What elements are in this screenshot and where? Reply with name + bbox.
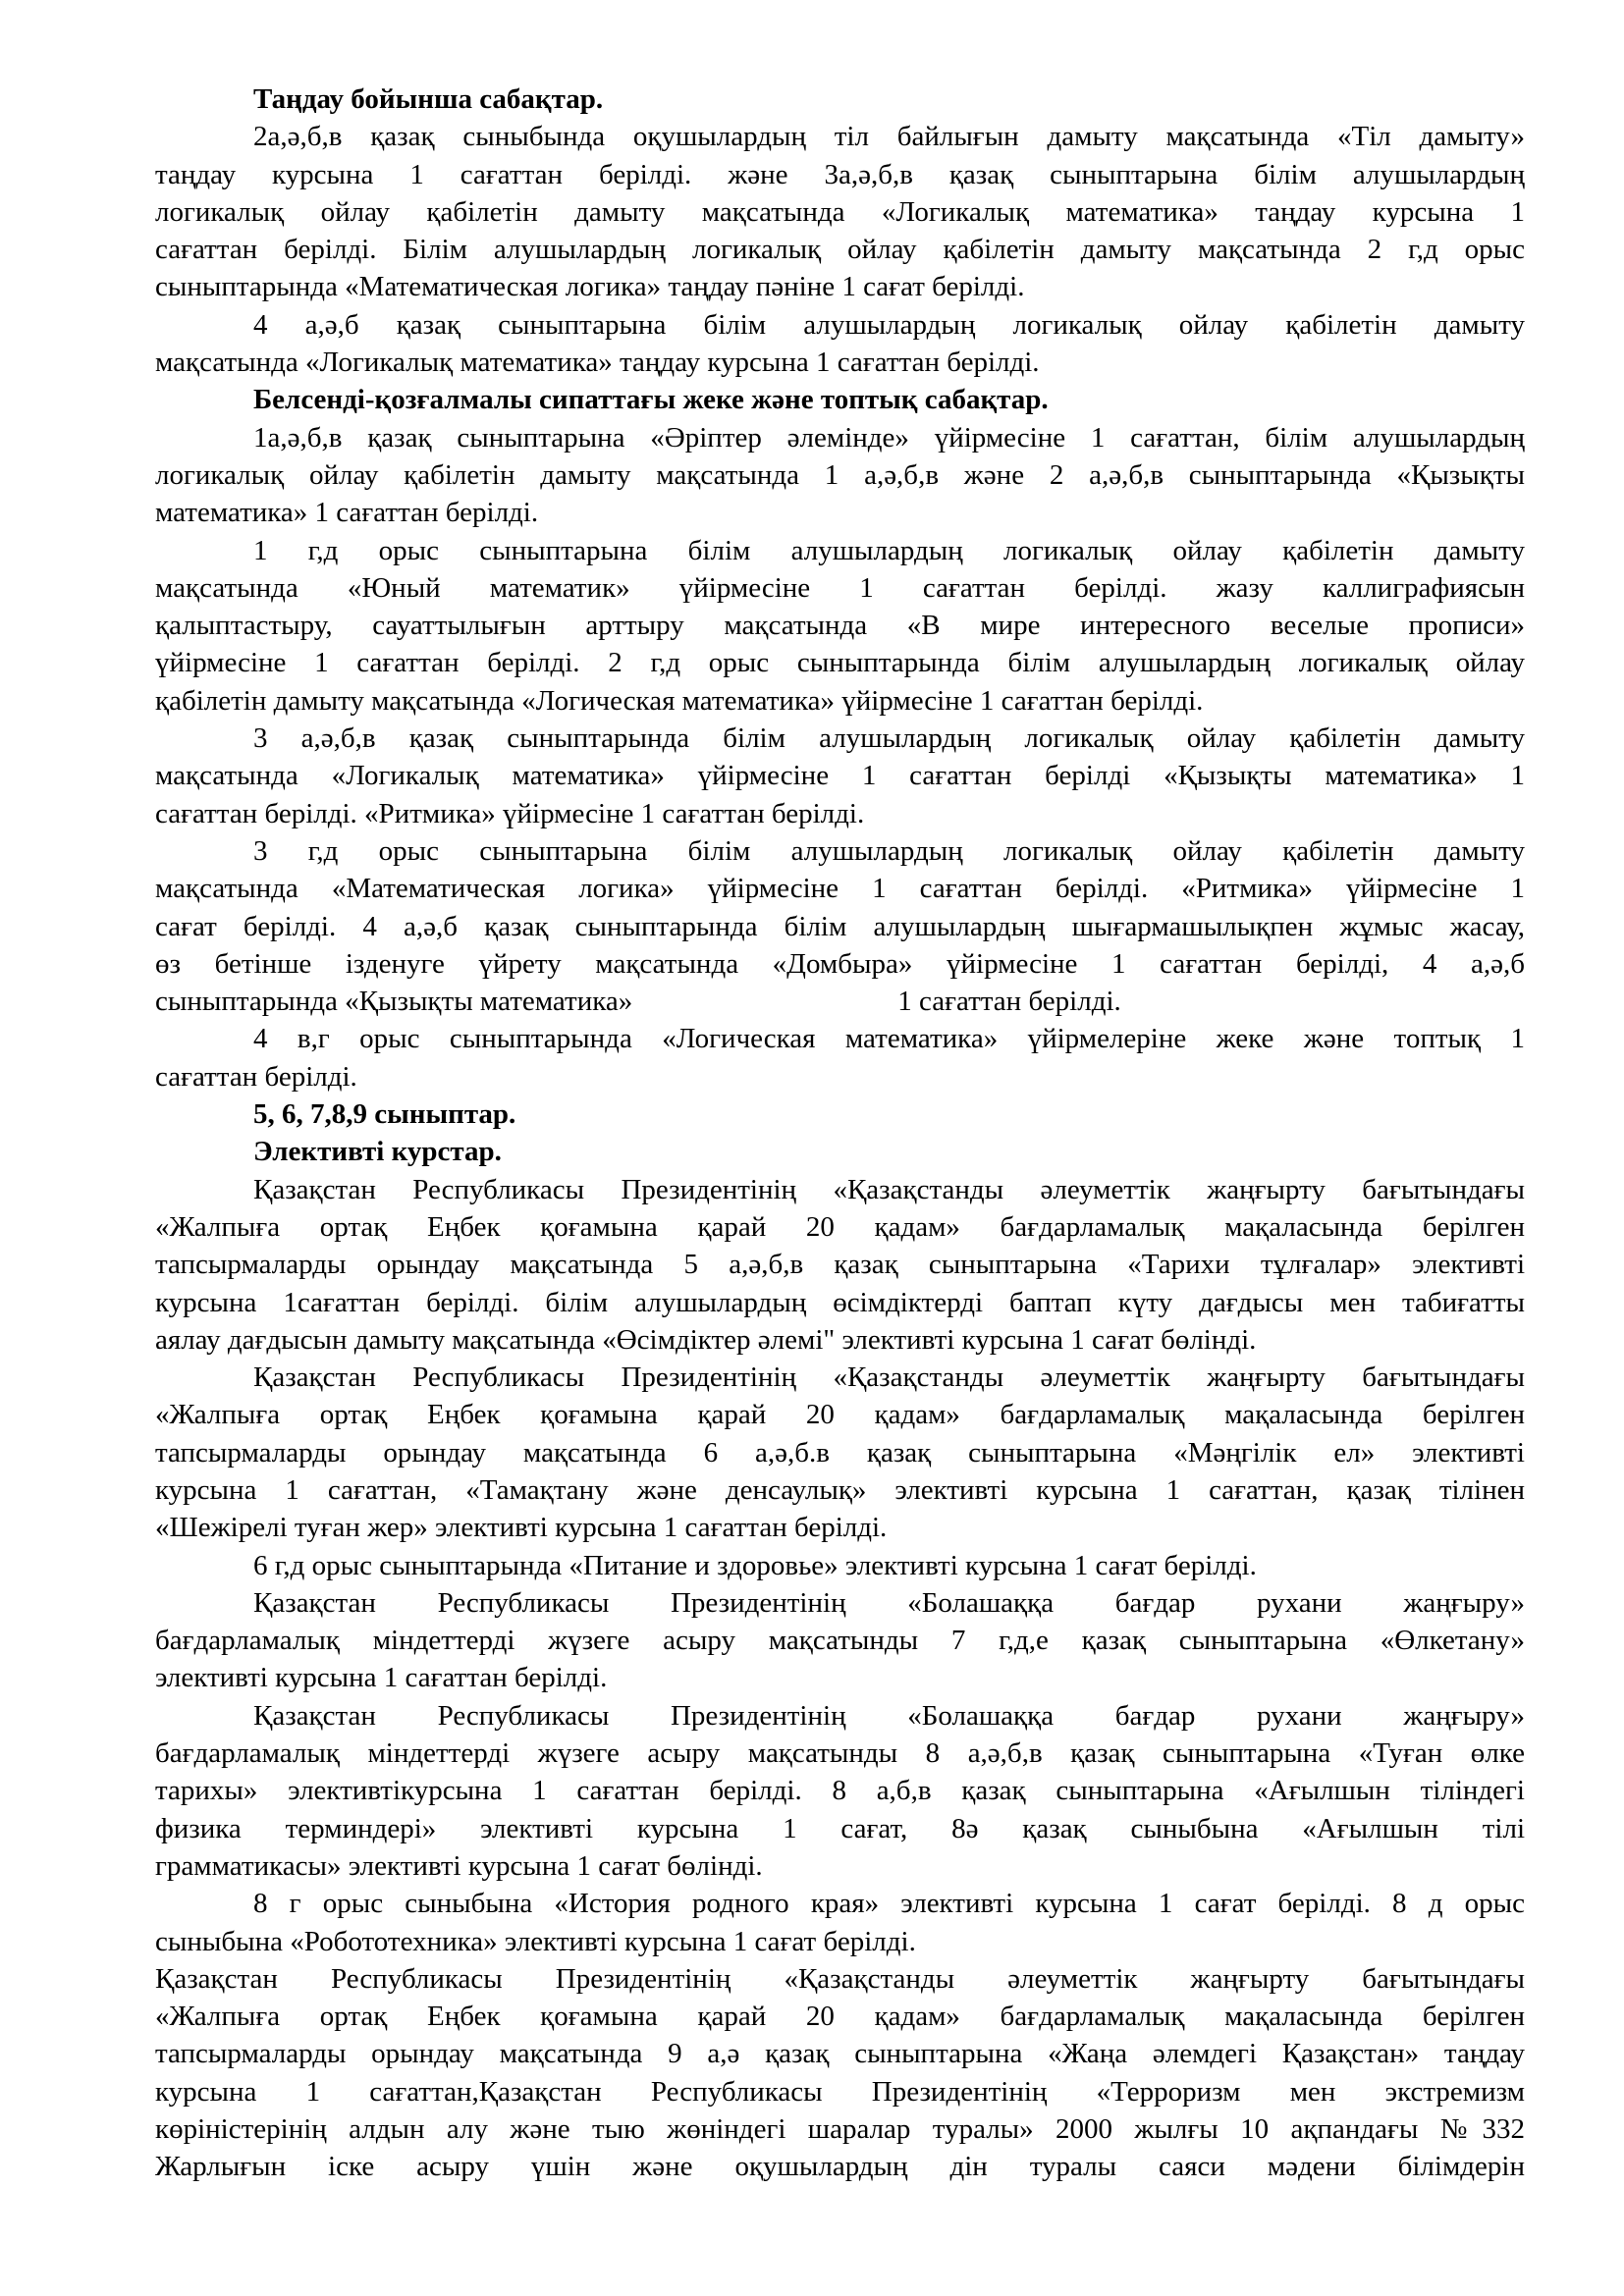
text-line: аялау дағдысын дамыту мақсатында «Өсімдіктер әлемі" элективті курсына 1 сағат бөлінді. <box>155 1323 1257 1356</box>
text-line: 1а,ә,б,в қазақ сыныптарына «Әріптер әлемінде» үйірмесіне 1 сағаттан, білім алушылардың <box>253 421 1525 454</box>
text-line: тапсырмаларды орындау мақсатында 9 а,ә қазақ сыныптарына «Жаңа әлемдегі Қазақстан» таңдау <box>155 2038 1525 2070</box>
text-line: 1 г,д орыс сыныптарына білім алушылардың логикалық ойлау қабілетін дамыту <box>253 534 1525 566</box>
paragraph <box>155 532 1525 720</box>
text-line: «Жалпыға ортақ Еңбек қоғамына қарай 20 қадам» бағдарламалық мақаласында берілген <box>155 2001 1525 2033</box>
text-line: элективті курсына 1 сағаттан берілді. <box>155 1662 608 1694</box>
document-body <box>155 80 1525 2186</box>
text-line: сағат берілді. 4 а,ә,б қазақ сыныптарында білім алушылардың шығармашылықпен жұмыс жасау, <box>155 910 1525 942</box>
paragraph <box>155 419 1525 532</box>
text-line: 4 в,г орыс сыныптарында «Логическая математика» үйірмелеріне жеке және топтық 1 <box>253 1023 1525 1055</box>
text-line: грамматикасы» элективті курсына 1 сағат бөлінді. <box>155 1849 763 1882</box>
paragraph <box>155 1960 1525 2186</box>
text-line: мақсатында «Юный математик» үйірмесіне 1 сағаттан берілді. жазу каллиграфиясын <box>155 571 1525 604</box>
text-line: сағаттан берілді. «Ритмика» үйірмесіне 1 сағаттан берілді. <box>155 797 865 829</box>
paragraph <box>155 1547 1525 1584</box>
text-line: Қазақстан Республикасы Президентінің «Болашаққа бағдар рухани жаңғыру» <box>253 1586 1525 1619</box>
text-line: тапсырмаларды орындау мақсатында 5 а,ә,б,в қазақ сыныптарына «Тарихи тұлғалар» элективті <box>155 1249 1525 1281</box>
text-line: математика» 1 сағаттан берілді. <box>155 497 539 529</box>
text-line: сағаттан берілді. <box>155 1060 357 1093</box>
text-line: Қазақстан Республикасы Президентінің «Қазақстанды әлеуметтік жаңғырту бағытындағы <box>155 1962 1525 1995</box>
section-heading: Таңдау бойынша сабақтар. <box>253 83 604 115</box>
text-line: курсына 1сағаттан берілді. білім алушылардың өсімдіктерді баптап күту дағдысы мен табиғатты <box>155 1286 1525 1318</box>
paragraph <box>155 306 1525 382</box>
paragraph <box>155 118 1525 305</box>
text-line: таңдау курсына 1 сағаттан берілді. және 3а,ә,б,в қазақ сыныптарына білім алушылардың <box>155 158 1525 190</box>
paragraph <box>155 1697 1525 1885</box>
section-heading: Элективті курстар. <box>253 1136 502 1168</box>
text-line: үйірмесіне 1 сағаттан берілді. 2 г,д орыс сыныптарында білім алушылардың логикалық ойлау <box>155 647 1525 679</box>
text-line: логикалық ойлау қабілетін дамыту мақсатында «Логикалық математика» таңдау курсына 1 <box>155 195 1525 228</box>
text-line: бағдарламалық міндеттерді жүзеге асыру мақсатынды 8 а,ә,б,в қазақ сыныптарына «Туған өлке <box>155 1737 1525 1770</box>
text-line: Қазақстан Республикасы Президентінің «Қазақстанды әлеуметтік жаңғырту бағытындағы <box>253 1173 1525 1205</box>
text-line: сағаттан берілді. Білім алушылардың логикалық ойлау қабілетін дамыту мақсатында 2 г,д орыс <box>155 234 1525 266</box>
text-line: мақсатында «Логикалық математика» үйірмесіне 1 сағаттан берілді «Қызықты математика» 1 <box>155 760 1525 792</box>
text-line: қабілетін дамыту мақсатында «Логическая математика» үйірмесіне 1 сағаттан берілді. <box>155 684 1204 717</box>
paragraph <box>155 1885 1525 1960</box>
paragraph <box>155 1584 1525 1697</box>
text-line: 4 а,ә,б қазақ сыныптарына білім алушылардың логикалық ойлау қабілетін дамыту <box>253 308 1525 341</box>
text-line: мақсатында «Логикалық математика» таңдау курсына 1 сағаттан берілді. <box>155 347 1040 379</box>
section-heading: 5, 6, 7,8,9 сыныптар. <box>253 1098 516 1131</box>
text-line: сыныптарында «Математическая логика» таңдау пәніне 1 сағат берілді. <box>155 271 1025 303</box>
text-line: курсына 1 сағаттан,Қазақстан Республикасы Президентінің «Терроризм мен экстремизм <box>155 2075 1525 2108</box>
text-line: логикалық ойлау қабілетін дамыту мақсатында 1 а,ә,б,в және 2 а,ә,б,в сыныптарында «Қызықты <box>155 458 1525 491</box>
text-line: Қазақстан Республикасы Президентінің «Қазақстанды әлеуметтік жаңғырту бағытындағы <box>253 1362 1525 1394</box>
text-line: 3 а,ә,б,в қазақ сыныптарында білім алушылардың логикалық ойлау қабілетін дамыту <box>253 722 1525 755</box>
text-line: «Жалпыға ортақ Еңбек қоғамына қарай 20 қадам» бағдарламалық мақаласында берілген <box>155 1210 1525 1243</box>
paragraph <box>155 720 1525 832</box>
section-heading: Белсенді-қозғалмалы сипаттағы жеке және топтық сабақтар. <box>253 384 1049 416</box>
paragraph <box>155 1359 1525 1546</box>
text-line: «Жалпыға ортақ Еңбек қоғамына қарай 20 қадам» бағдарламалық мақаласында берілген <box>155 1399 1525 1431</box>
text-line: сыныбына «Робототехника» элективті курсына 1 сағат берілді. <box>155 1925 916 1957</box>
text-line: мақсатында «Математическая логика» үйірмесіне 1 сағаттан берілді. «Ритмика» үйірмесіне 1 <box>155 873 1525 905</box>
text-line: «Шежірелі туған жер» элективті курсына 1 сағаттан берілді. <box>155 1512 888 1544</box>
paragraph <box>155 1020 1525 1095</box>
text-line: көріністерінің алдын алу және тыю жөніндегі шаралар туралы» 2000 жылғы 10 ақпандағы №332 <box>155 2113 1525 2146</box>
text-line: тарихы» элективтікурсына 1 сағаттан берілді. 8 а,б,в қазақ сыныптарына «Ағылшын тіліндегі <box>155 1775 1525 1807</box>
text-line: 3 г,д орыс сыныптарына білім алушылардың логикалық ойлау қабілетін дамыту <box>253 834 1525 867</box>
text-line <box>155 983 1525 1020</box>
text-line: физика терминдері» элективті курсына 1 сағат, 8ә қазақ сыныбына «Ағылшын тілі <box>155 1812 1525 1844</box>
text-line: Жарлығын іске асыру үшін және оқушылардың дін туралы саяси мәдени білімдерін <box>155 2151 1525 2183</box>
paragraph <box>155 1171 1525 1359</box>
text-fragment: 1 сағаттан берілді. <box>897 986 1121 1018</box>
text-line: 8 г орыс сыныбына «История родного края» элективті курсына 1 сағат берілді. 8 д орыс <box>253 1888 1525 1920</box>
text-line: 6 г,д орыс сыныптарында «Питание и здоровье» элективті курсына 1 сағат берілді. <box>253 1549 1257 1581</box>
text-line: бағдарламалық міндеттерді жүзеге асыру мақсатынды 7 г,д,е қазақ сыныптарына «Өлкетану» <box>155 1625 1525 1657</box>
text-line: 2а,ә,б,в қазақ сыныбында оқушылардың тіл байлығын дамыту мақсатында «Тіл дамыту» <box>253 121 1525 153</box>
text-line: курсына 1 сағаттан, «Тамақтану және денсаулық» элективті курсына 1 сағаттан, қазақ тілінен <box>155 1473 1525 1506</box>
text-line: Қазақстан Республикасы Президентінің «Болашаққа бағдар рухани жаңғыру» <box>253 1699 1525 1732</box>
paragraph <box>155 832 1525 1020</box>
text-fragment: сыныптарында «Қызықты математика» <box>155 986 633 1018</box>
text-line: өз бетінше ізденуге үйрету мақсатында «Домбыра» үйірмесіне 1 сағаттан берілді, 4 а,ә,б <box>155 947 1525 980</box>
text-line: қалыптастыру, сауаттылығын арттыру мақсатында «В мире интересного веселые прописи» <box>155 610 1525 642</box>
text-line: тапсырмаларды орындау мақсатында 6 а,ә,б.в қазақ сыныптарына «Мәңгілік ел» элективті <box>155 1436 1525 1468</box>
